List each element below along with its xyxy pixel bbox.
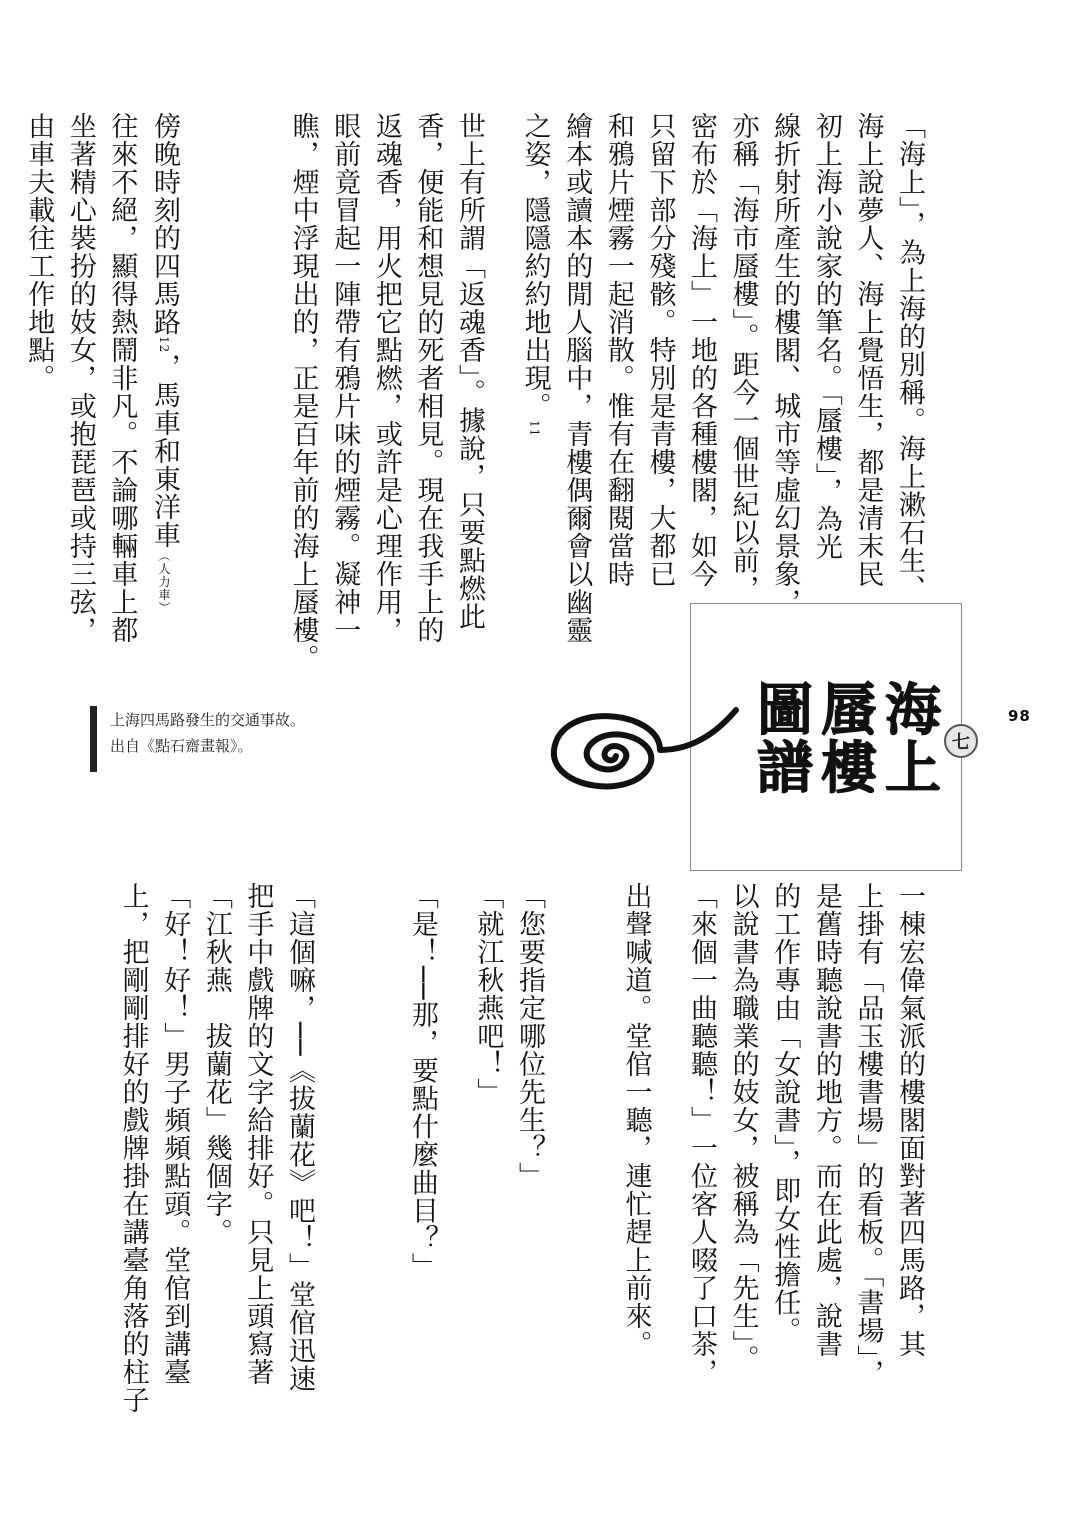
text-line-content: 之姿，隱隱約約地出現。 xyxy=(519,112,551,420)
text-line: 密布於「海上」一地的各種樓閣，如今 xyxy=(686,112,718,588)
text-line: 以說書為職業的妓女，被稱為「先生」。 xyxy=(727,882,759,1373)
storytelling-hall-paragraph xyxy=(615,882,930,1402)
text-line: 往來不絕，顯得熱鬧非凡。不論哪輛車上都 xyxy=(106,112,138,644)
text-line: 亦稱「海市蜃樓」。距今一個世紀以前， xyxy=(727,112,759,603)
dialogue-line: 「是！──那，要點什麼曲目？」 xyxy=(406,882,438,1281)
intro-paragraph xyxy=(513,112,930,644)
caption-bar xyxy=(90,706,97,772)
text-line xyxy=(142,112,185,632)
page-number: 98 xyxy=(1008,707,1031,725)
text-line: 香，便能和想見的死者相見。現在我手上的 xyxy=(412,112,444,644)
text-line: 是舊時聽說書的地方。而在此處，說書 xyxy=(810,882,842,1358)
annotation-rickshaw: （人力車） xyxy=(157,549,171,615)
chapter-title xyxy=(748,680,940,796)
text-line: 出聲喊道。堂倌一聽，連忙趕上前來。 xyxy=(620,882,652,1358)
text-line: 繪本或讀本的閒人腦中，青樓偶爾會以幽靈 xyxy=(561,112,593,644)
title-column: 圖譜 xyxy=(748,680,813,796)
text-line: 「這個嘛，──《拔蘭花》吧！」堂倌迅速 xyxy=(284,882,315,1393)
text-line: 初上海小說家的筆名。「蜃樓」，為光 xyxy=(810,112,842,561)
caption-line: 出自《點石齋畫報》。 xyxy=(110,737,253,755)
dialogue-line: 「就江秋燕吧！」 xyxy=(472,882,504,1106)
caption-line: 上海四馬路發生的交通事故。 xyxy=(110,711,306,729)
text-segment: ，馬車和東洋車 xyxy=(149,353,180,550)
spiral-ornament-icon xyxy=(540,680,740,810)
text-line: 眼前竟冒起一陣帶有鴉片味的煙霧。凝神一 xyxy=(329,112,361,644)
text-line: 上，把剛剛排好的戲牌掛在講臺角落的柱子 xyxy=(117,882,149,1414)
text-line: 和鴉片煙霧一起消散。惟有在翻閱當時 xyxy=(602,112,634,588)
footnote-marker-11: 11 xyxy=(527,420,542,438)
text-line: 上掛有「品玉樓書場」的看板。「書場」， xyxy=(852,882,884,1387)
text-line: 的工作專由「女說書」，即女性擔任。 xyxy=(769,882,801,1345)
footnote-marker-12: 12 xyxy=(157,336,171,354)
text-line: 返魂香，用火把它點燃，或許是心理作用， xyxy=(370,112,402,644)
title-column: 蜃樓 xyxy=(812,680,877,796)
song-card-paragraph xyxy=(112,882,320,1414)
text-line: 「海上」，為上海的別稱。海上漱石生、 xyxy=(894,112,925,603)
text-line: 瞧，煙中浮現出的，正是百年前的海上蜃樓。 xyxy=(287,112,319,672)
text-line: 「江秋燕 拔蘭花」幾個字。 xyxy=(200,882,232,1246)
text-line: 由車夫載往工作地點。 xyxy=(23,112,55,392)
text-line: 把手中戲牌的文字給排好。只見上頭寫著 xyxy=(242,882,274,1386)
text-line xyxy=(513,112,556,632)
dialogue-block xyxy=(377,882,550,1402)
title-column: 海上 xyxy=(876,680,941,796)
text-line: 坐著精心裝扮的妓女，或抱琵琶或持三弦， xyxy=(64,112,96,644)
dialogue-line: 「您要指定哪位先生？」 xyxy=(514,882,545,1190)
text-segment: 傍晚時刻的四馬路 xyxy=(149,112,180,336)
text-line: 世上有所謂「返魂香」。據說，只要點燃此 xyxy=(454,112,485,631)
text-line: 「來個一曲聽聽！」一位客人啜了口茶， xyxy=(686,882,718,1386)
chapter-number-badge: 七 xyxy=(944,724,978,758)
text-line: 線折射所產生的樓閣、城市等虛幻景象， xyxy=(769,112,801,616)
evening-street-paragraph xyxy=(18,112,185,644)
soul-incense-paragraph xyxy=(282,112,490,672)
text-line: 「好！好！」男子頻頻點頭。堂倌到講臺 xyxy=(159,882,191,1386)
text-line: 一棟宏偉氣派的樓閣面對著四馬路，其 xyxy=(894,882,925,1358)
text-line: 海上說夢人、海上覺悟生，都是清末民 xyxy=(852,112,884,588)
text-line: 只留下部分殘骸。特別是青樓，大都已 xyxy=(644,112,676,588)
image-caption xyxy=(110,707,305,759)
